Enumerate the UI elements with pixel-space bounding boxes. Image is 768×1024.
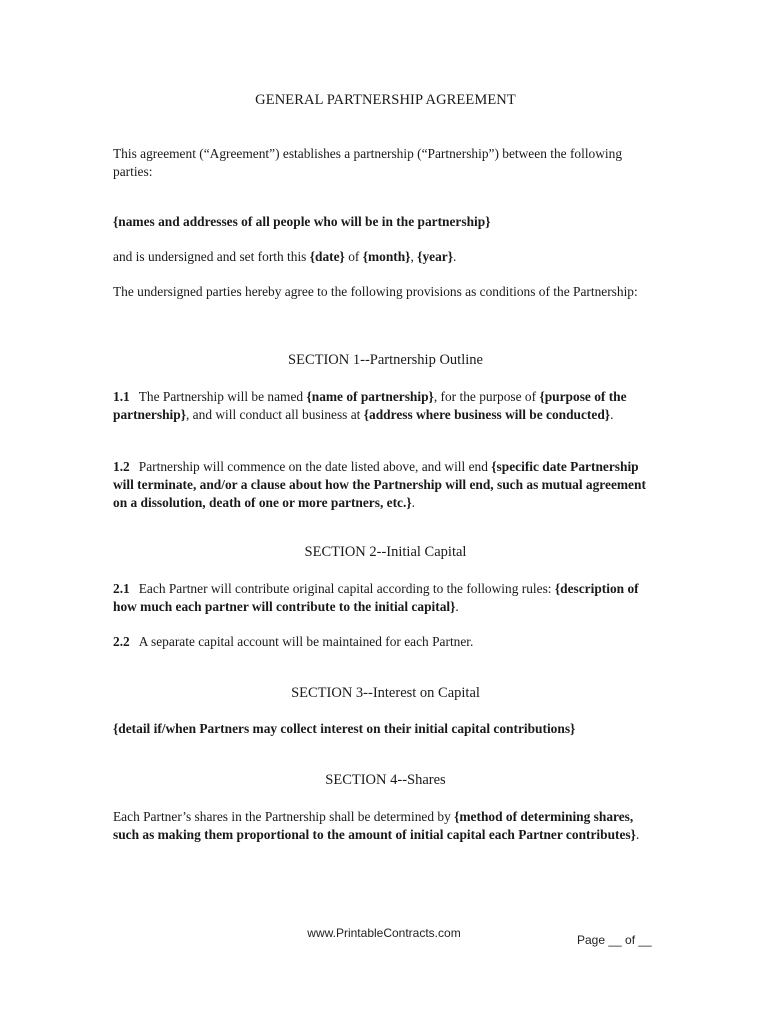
- parties-placeholder: [113, 213, 658, 231]
- clause-2-2: 2.2 A separate capital account will be maintained for each Partner.: [113, 634, 474, 649]
- section-3-heading: SECTION 3--Interest on Capital: [291, 685, 480, 701]
- document-title: GENERAL PARTNERSHIP AGREEMENT: [255, 92, 516, 108]
- footer-page-number: Page __ of __: [577, 933, 652, 947]
- undersigned-paragraph: and is undersigned and set forth this {date} of {month}, {year}.: [113, 249, 457, 264]
- parties-placeholder-text: {names and addresses of all people who will be in the partnership}: [113, 214, 491, 229]
- clause-1-2: 1.2 Partnership will commence on the date listed above, and will end {specific date Partnership will terminate, and/or a clause about how the Partnership will end, such as mutual agreement on a dissolution, death of one or more partners, etc.}.: [113, 459, 646, 510]
- clause-number: 1.2: [113, 459, 130, 474]
- clause-number: 2.1: [113, 581, 130, 596]
- interest-placeholder: {detail if/when Partners may collect interest on their initial capital contributions}: [113, 721, 576, 736]
- intro-paragraph: This agreement (“Agreement”) establishes a partnership (“Partnership”) between the following parties:: [113, 146, 623, 179]
- clause-1-1: 1.1 The Partnership will be named {name of partnership}, for the purpose of {purpose of the partnership}, and will conduct all business at {address where business will be conducted}.: [113, 389, 627, 422]
- footer-website: www.PrintableContracts.com: [307, 926, 461, 940]
- year-placeholder: {year}: [417, 249, 454, 264]
- clause-2-1: 2.1 Each Partner will contribute original capital according to the following rules: {description of how much each partner will contribute to the initial capital}.: [113, 581, 639, 614]
- section-1-heading: SECTION 1--Partnership Outline: [288, 352, 483, 368]
- section-4-heading: SECTION 4--Shares: [325, 772, 446, 788]
- clause-number: 1.1: [113, 389, 130, 404]
- section-2-heading: SECTION 2--Initial Capital: [304, 544, 467, 560]
- date-placeholder: {date}: [309, 249, 345, 264]
- clause-number: 2.2: [113, 634, 130, 649]
- provisions-paragraph: The undersigned parties hereby agree to the following provisions as conditions of the Partnership:: [113, 284, 638, 299]
- shares-paragraph: Each Partner’s shares in the Partnership shall be determined by {method of determining shares, such as making them proportional to the amount of initial capital each Partner contributes}.: [113, 809, 640, 842]
- month-placeholder: {month}: [362, 249, 411, 264]
